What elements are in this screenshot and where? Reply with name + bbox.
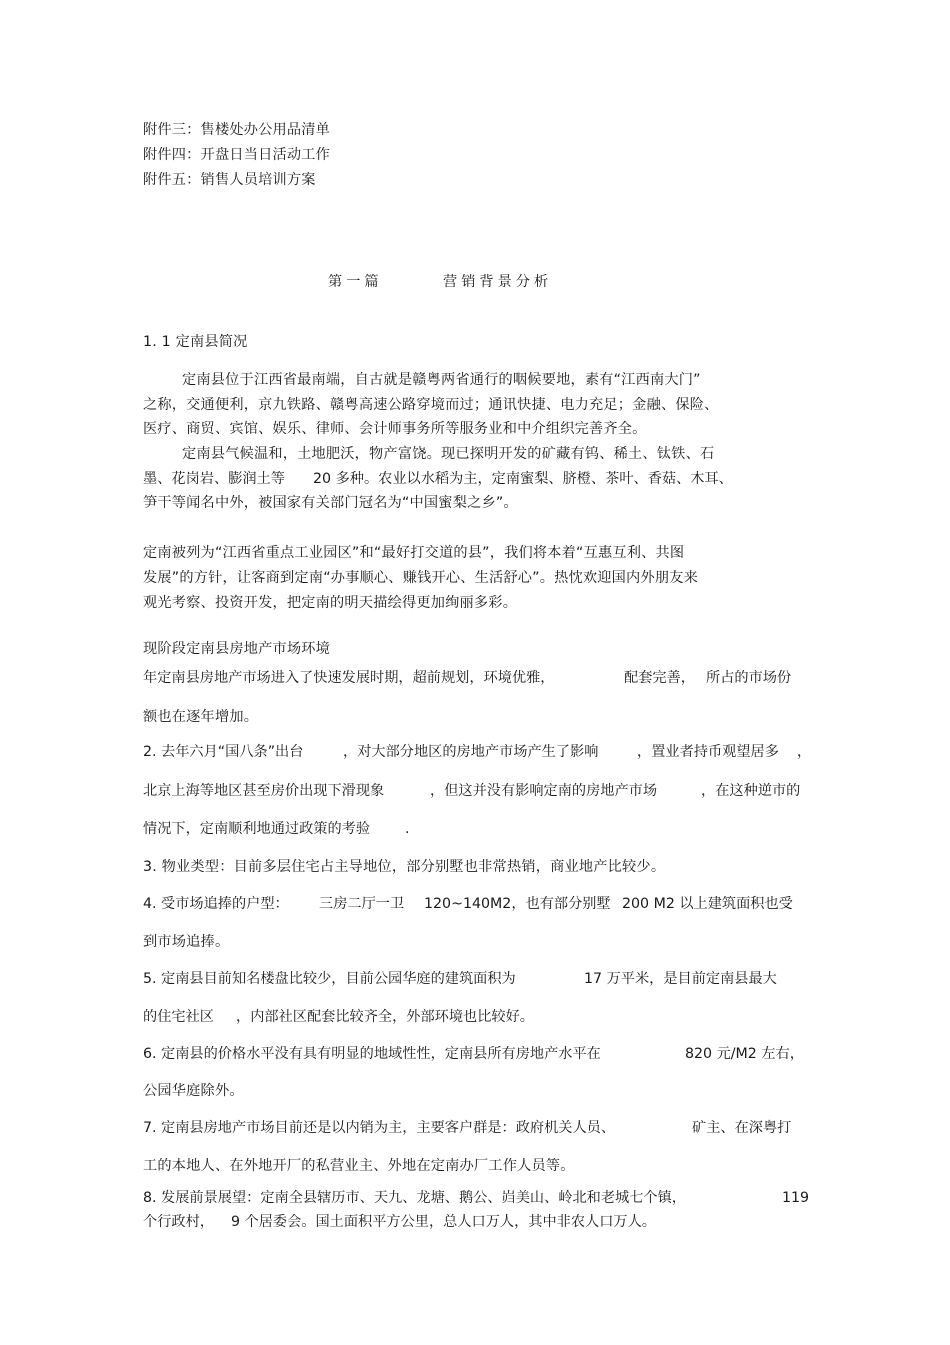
paragraph-line: 定南被列为“江西省重点工业园区”和“最好打交道的县”，我们将本着“互惠互利、共图 [143,545,685,561]
paragraph-line: 三房二厅一卫 [319,896,405,912]
paragraph-line: 2. 去年六月“国八条”出台 [143,744,304,760]
paragraph-line: 4. 受市场追捧的户型： [143,896,289,912]
paragraph-line: 所占的市场份 [706,670,792,686]
paragraph-line: 9 个居委会。国土面积平方公里，总人口万人，其中非农人口万人。 [231,1214,656,1230]
chapter-title: 营销背景分析 [443,274,553,290]
paragraph-line: 的住宅社区 [143,1009,214,1025]
paragraph-line: 7. 定南县房地产市场目前还是以内销为主，主要客户群是：政府机关人员、 [143,1120,616,1136]
paragraph-line: ， [797,744,812,760]
market-heading: 现阶段定南县房地产市场环境 [143,641,331,657]
paragraph-line: 120~140M2，也有部分别墅 [424,896,611,912]
attachment-3: 附件三：售楼处办公用品清单 [143,122,331,138]
paragraph-line: 额也在逐年增加。 [143,709,259,725]
paragraph-line: 医疗、商贸、宾馆、娱乐、律师、会计师事务所等服务业和中介组织完善齐全。 [143,421,647,437]
paragraph-line: ，内部社区配套比较齐全，外部环境也比较好。 [236,1009,534,1025]
paragraph-line: 观光考察、投资开发，把定南的明天描绘得更加绚丽多彩。 [143,595,518,611]
paragraph-line: 5. 定南县目前知名楼盘比较少，目前公园华庭的建筑面积为 [143,971,516,987]
paragraph-line: 200 M2 以上建筑面积也受 [622,896,793,912]
paragraph-line: ，对大部分地区的房地产市场产生了影响 [343,744,599,760]
attachment-4: 附件四：开盘日当日活动工作 [143,147,331,163]
paragraph-line: . [405,821,410,837]
paragraph-line: 定南县气候温和，土地肥沃，物产富饶。现已探明开发的矿藏有钨、稀土、钛铁、石 [182,446,715,462]
paragraph-line: 8. 发展前景展望：定南全县辖历市、天九、龙塘、鹅公、岿美山、岭北和老城七个镇， [143,1190,686,1206]
paragraph-line: 定南县位于江西省最南端，自古就是赣粤两省通行的咽候要地，素有“江西南大门” [182,372,701,388]
paragraph-line: 6. 定南县的价格水平没有具有明显的地域性性，定南县所有房地产水平在 [143,1046,601,1062]
paragraph-line: 配套完善， [624,670,695,686]
paragraph-line: 笋干等闻名中外，被国家有关部门冠名为“中国蜜梨之乡”。 [143,495,518,511]
section-heading: 1. 1 定南县简况 [143,334,248,350]
paragraph-line: 墨、花岗岩、膨润土等 [143,471,285,487]
paragraph-line: 北京上海等地区甚至房价出现下滑现象 [143,783,385,799]
attachment-5: 附件五：销售人员培训方案 [143,172,316,188]
paragraph-line: 发展”的方针，让客商到定南“办事顺心、赚钱开心、生活舒心”。热忱欢迎国内外朋友来 [143,570,698,586]
paragraph-line: 3. 物业类型：目前多层住宅占主导地位，部分别墅也非常热销，商业地产比较少。 [143,859,666,875]
paragraph-line: 之称，交通便利，京九铁路、赣粤高速公路穿境而过；通讯快捷、电力充足；金融、保险、 [143,397,719,413]
paragraph-line: 工的本地人、在外地开厂的私营业主、外地在定南办厂工作人员等。 [143,1158,575,1174]
paragraph-line: ，在这种逆市的 [701,783,801,799]
paragraph-line: 情况下，定南顺利地通过政策的考验 [143,821,371,837]
paragraph-line: ，但这并没有影响定南的房地产市场 [430,783,658,799]
paragraph-line: 个行政村， [143,1214,214,1230]
paragraph-line: 119 [782,1190,810,1206]
paragraph-line: 到市场追捧。 [143,934,230,950]
paragraph-line: 820 元/M2 左右， [685,1046,804,1062]
chapter-number: 第一篇 [328,274,383,290]
paragraph-line: 17 万平米，是目前定南县最大 [584,971,777,987]
paragraph-line: ，置业者持币观望居多 [637,744,779,760]
paragraph-line: 矿主、在深粤打 [692,1120,792,1136]
paragraph-line: 20 多种。农业以水稻为主，定南蜜梨、脐橙、茶叶、香菇、木耳、 [313,471,733,487]
paragraph-line: 年定南县房地产市场进入了快速发展时期，超前规划，环境优雅， [143,670,555,686]
paragraph-line: 公园华庭除外。 [143,1083,244,1099]
